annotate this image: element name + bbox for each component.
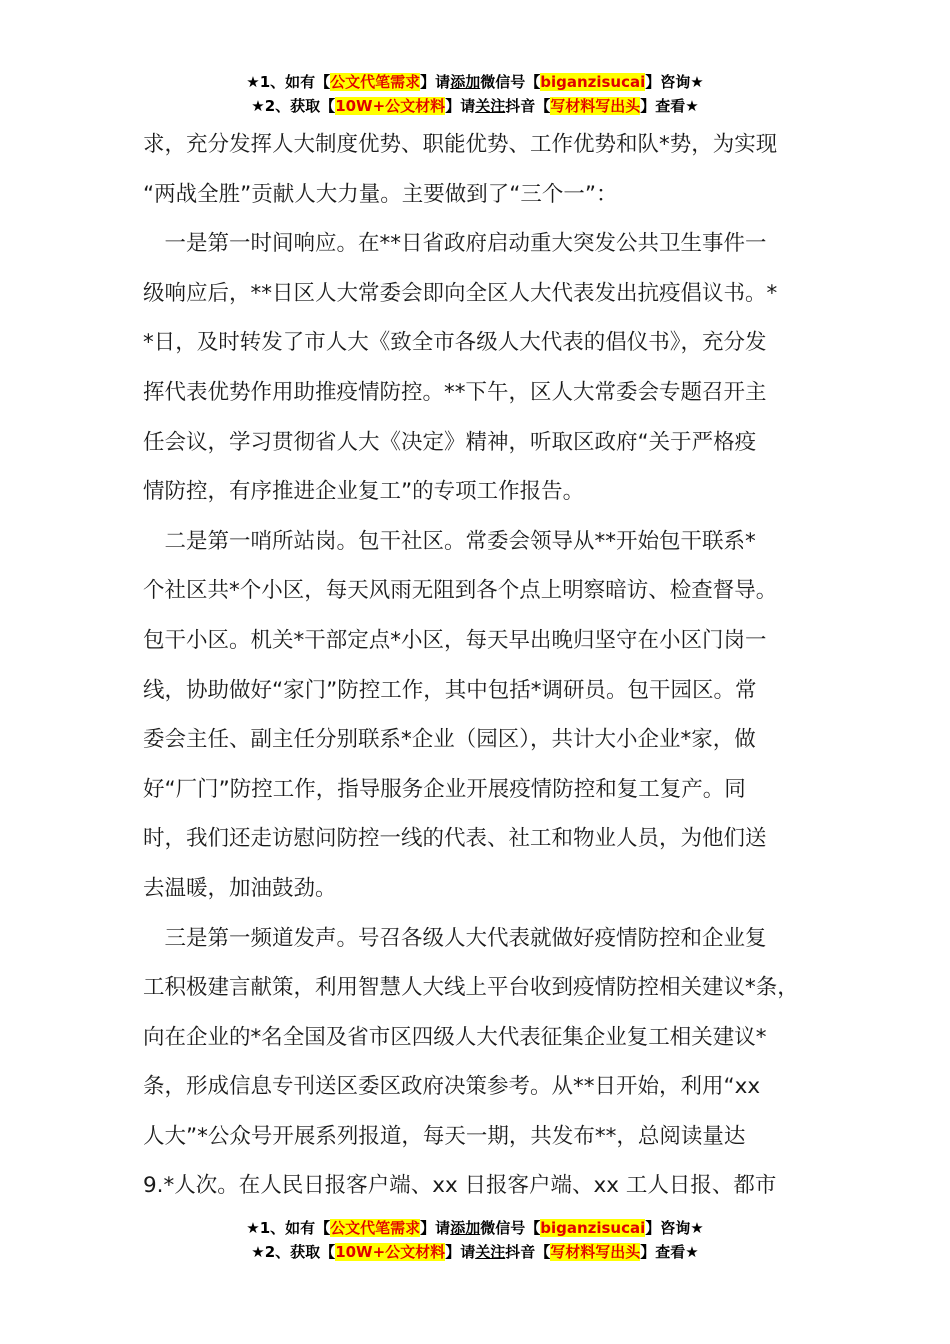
text-line: 9.*人次。在人民日报客户端、xx 日报客户端、xx 工人日报、都市: [143, 1173, 777, 1199]
promo-text: 微信号【: [480, 1219, 541, 1237]
promo-line-1: [0, 1216, 950, 1240]
text-line: “两战全胜”贡献人大力量。主要做到了“三个一”：: [143, 181, 618, 207]
promo-text: 】查看★: [640, 97, 699, 115]
promo-text: 】请: [445, 1243, 476, 1261]
promo-text: 】咨询★: [645, 73, 704, 91]
document-body: [143, 120, 811, 1211]
promo-text: ★2、获取【: [251, 1243, 336, 1261]
promo-text: 】咨询★: [645, 1219, 704, 1237]
promo-text: ★1、如有【: [246, 1219, 331, 1237]
promo-highlight: biganzisucai: [540, 1219, 646, 1237]
promo-line-2: [0, 1240, 950, 1264]
text-line: 时，我们还走访慰问防控一线的代表、社工和物业人员，为他们送: [143, 826, 767, 852]
promo-text: 关注: [475, 1243, 506, 1261]
text-line: 委会主任、副主任分别联系*企业（园区），共计大小企业*家，做: [143, 727, 756, 753]
text-line: 挥代表优势作用助推疫情防控。**下午，区人大常委会专题召开主: [143, 379, 767, 405]
text-line: 去温暖，加油鼓劲。: [143, 875, 337, 901]
promo-line-2: [0, 94, 950, 118]
text-line: 级响应后，**日区人大常委会即向全区人大代表发出抗疫倡议书。*: [143, 280, 778, 306]
text-line: 情防控，有序推进企业复工”的专项工作报告。: [143, 479, 585, 505]
promo-highlight: 公文代笔需求: [330, 1219, 421, 1237]
paragraph-start-line: 二是第一哨所站岗。包干社区。常委会领导从**开始包干联系*: [143, 528, 756, 554]
promo-text: 抖音【: [505, 97, 551, 115]
text-line: 个社区共*个小区，每天风雨无阻到各个点上明察暗访、检查督导。: [143, 578, 778, 604]
text-line: 人大”*公众号开展系列报道，每天一期，共发布**，总阅读量达: [143, 1123, 746, 1149]
promo-text: 】请: [420, 73, 451, 91]
promo-highlight: 写材料写出头: [550, 1243, 641, 1261]
promo-text: 】查看★: [640, 1243, 699, 1261]
promo-text: ★2、获取【: [251, 97, 336, 115]
text-line: 好“厂门”防控工作，指导服务企业开展疫情防控和复工复产。同: [143, 776, 746, 802]
text-line: 任会议，学习贯彻省人大《决定》精神，听取区政府“关于严格疫: [143, 429, 757, 455]
text-line: 工积极建言献策，利用智慧人大线上平台收到疫情防控相关建议*条，: [143, 975, 799, 1001]
paragraph-start-line: 三是第一频道发声。号召各级人大代表就做好疫情防控和企业复: [143, 925, 767, 951]
promo-text: 添加: [450, 73, 481, 91]
text-line: *日，及时转发了市人大《致全市各级人大代表的倡仪书》，充分发: [143, 330, 767, 356]
promo-text: 关注: [475, 97, 506, 115]
promo-highlight: 10W+公文材料: [335, 1243, 446, 1261]
promo-text: ★1、如有【: [246, 73, 331, 91]
promo-text: 】请: [445, 97, 476, 115]
header-promo-banner: [0, 70, 950, 118]
text-line: 条，形成信息专刊送区委区政府决策参考。从**日开始，利用“xx: [143, 1074, 761, 1100]
promo-highlight: 公文代笔需求: [330, 73, 421, 91]
promo-text: 】请: [420, 1219, 451, 1237]
promo-text: 抖音【: [505, 1243, 551, 1261]
text-line: 包干小区。机关*干部定点*小区，每天早出晚归坚守在小区门岗一: [143, 627, 767, 653]
paragraph-start-line: 一是第一时间响应。在**日省政府启动重大突发公共卫生事件一: [143, 231, 767, 257]
promo-highlight: 10W+公文材料: [335, 97, 446, 115]
promo-text: 添加: [450, 1219, 481, 1237]
promo-text: 微信号【: [480, 73, 541, 91]
promo-line-1: [0, 70, 950, 94]
text-line: 求，充分发挥人大制度优势、职能优势、工作优势和队*势，为实现: [143, 132, 778, 157]
text-line: 线，协助做好“家门”防控工作，其中包括*调研员。包干园区。常: [143, 677, 757, 703]
promo-highlight: biganzisucai: [540, 73, 646, 91]
footer-promo-banner: [0, 1216, 950, 1264]
promo-highlight: 写材料写出头: [550, 97, 641, 115]
text-line: 向在企业的*名全国及省市区四级人大代表征集企业复工相关建议*: [143, 1024, 767, 1050]
